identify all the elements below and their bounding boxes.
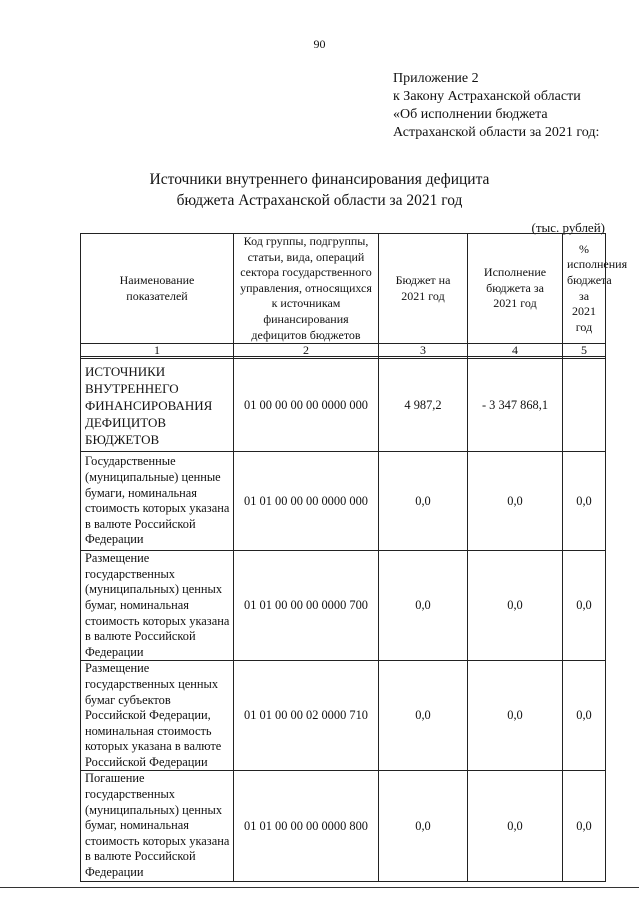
row-code: 01 00 00 00 00 0000 000	[234, 359, 379, 452]
row-execution: 0,0	[468, 771, 563, 881]
appendix-line-2: к Закону Астраханской области	[393, 89, 581, 104]
row-execution: - 3 347 868,1	[468, 359, 563, 452]
header-percent: % исполнения бюджета за 2021 год	[563, 234, 606, 344]
appendix-line-1: Приложение 2	[393, 71, 479, 86]
row-budget: 0,0	[379, 452, 468, 551]
header-execution: Исполнение бюджета за 2021 год	[468, 234, 563, 344]
column-number: 3	[379, 344, 468, 357]
row-code: 01 01 00 00 02 0000 710	[234, 661, 379, 771]
row-code: 01 01 00 00 00 0000 000	[234, 452, 379, 551]
row-name: Размещение государственных (муниципальных) ценных бумаг, номинальная стоимость которых указана в валюте Российской Федерации	[81, 551, 234, 661]
table-row	[81, 452, 606, 551]
table-row	[81, 771, 606, 881]
appendix-line-4: Астраханской области за 2021 год:	[393, 125, 600, 140]
row-budget: 4 987,2	[379, 359, 468, 452]
units-label: (тыс. рублей)	[531, 220, 605, 235]
column-number: 5	[563, 344, 606, 357]
financing-sources-table	[80, 233, 628, 882]
row-execution: 0,0	[468, 452, 563, 551]
row-name: ИСТОЧНИКИ ВНУТРЕННЕГО ФИНАНСИРОВАНИЯ ДЕФИЦИТОВ БЮДЖЕТОВ	[81, 359, 234, 452]
header-name: Наименование показателей	[81, 234, 234, 344]
row-percent	[563, 359, 606, 452]
appendix-header	[393, 70, 599, 142]
table-row	[81, 359, 606, 452]
row-execution: 0,0	[468, 661, 563, 771]
row-percent: 0,0	[563, 661, 606, 771]
page-number: 90	[313, 37, 326, 51]
column-number: 4	[468, 344, 563, 357]
table-row	[81, 661, 606, 771]
header-budget: Бюджет на 2021 год	[379, 234, 468, 344]
column-number-row	[81, 344, 606, 357]
row-percent: 0,0	[563, 551, 606, 661]
document-title	[0, 169, 639, 211]
document-title-line-1: Источники внутреннего финансирования дефицита	[149, 171, 490, 188]
row-code: 01 01 00 00 00 0000 700	[234, 551, 379, 661]
row-budget: 0,0	[379, 771, 468, 881]
bottom-rule	[0, 887, 639, 888]
appendix-line-3: «Об исполнении бюджета	[393, 107, 548, 122]
table-header-row	[81, 234, 606, 344]
header-code: Код группы, подгруппы, статьи, вида, операций сектора государственного управления, относящихся к источникам финансирования дефицитов бюджетов	[234, 234, 379, 344]
row-execution: 0,0	[468, 551, 563, 661]
row-percent: 0,0	[563, 452, 606, 551]
row-budget: 0,0	[379, 551, 468, 661]
row-name: Государственные (муниципальные) ценные бумаги, номинальная стоимость которых указана в валюте Российской Федерации	[81, 452, 234, 551]
column-number: 2	[234, 344, 379, 357]
row-name: Погашение государственных (муниципальных) ценных бумаг, номинальная стоимость которых указана в валюте Российской Федерации	[81, 771, 234, 881]
column-number: 1	[81, 344, 234, 357]
row-code: 01 01 00 00 00 0000 800	[234, 771, 379, 881]
table-row	[81, 551, 606, 661]
row-percent: 0,0	[563, 771, 606, 881]
document-title-line-2: бюджета Астраханской области за 2021 год	[176, 192, 463, 209]
row-name: Размещение государственных ценных бумаг субъектов Российской Федерации, номинальная стоимость которых указана в валюте Российской Федерации	[81, 661, 234, 771]
row-budget: 0,0	[379, 661, 468, 771]
